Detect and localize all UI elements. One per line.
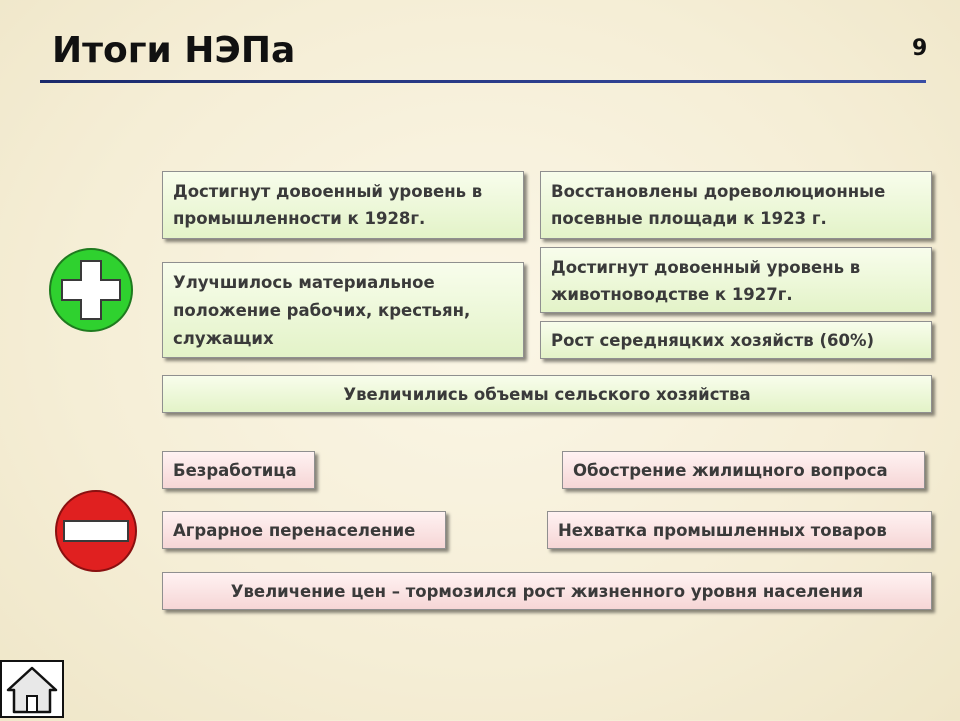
negative-item-unemployment: Безработица: [162, 451, 315, 489]
negative-item-prices: Увеличение цен – тормозился рост жизненного уровня населения: [162, 572, 932, 610]
negative-item-housing: Обострение жилищного вопроса: [562, 451, 925, 489]
positive-item-agriculture: Увеличились объемы сельского хозяйства: [162, 375, 932, 413]
plus-icon: [48, 247, 134, 333]
positive-item-sown-areas: Восстановлены дореволюционные посевные площади к 1923 г.: [540, 171, 932, 239]
minus-icon: [54, 489, 138, 573]
home-icon[interactable]: [0, 660, 64, 718]
positive-item-middle-peasants: Рост середняцких хозяйств (60%): [540, 321, 932, 359]
negative-item-agrarian-overpopulation: Аграрное перенаселение: [162, 511, 446, 549]
positive-item-living-standards: Улучшилось материальное положение рабочих, крестьян, служащих: [162, 262, 524, 358]
positive-item-livestock: Достигнут довоенный уровень в животноводстве к 1927г.: [540, 247, 932, 313]
slide-title: Итоги НЭПа: [52, 30, 296, 71]
page-number: 9: [912, 36, 928, 61]
negative-item-goods-shortage: Нехватка промышленных товаров: [547, 511, 932, 549]
home-icon-glyph: [2, 662, 62, 716]
title-divider: [40, 80, 926, 83]
positive-item-industry: Достигнут довоенный уровень в промышленности к 1928г.: [162, 171, 524, 239]
